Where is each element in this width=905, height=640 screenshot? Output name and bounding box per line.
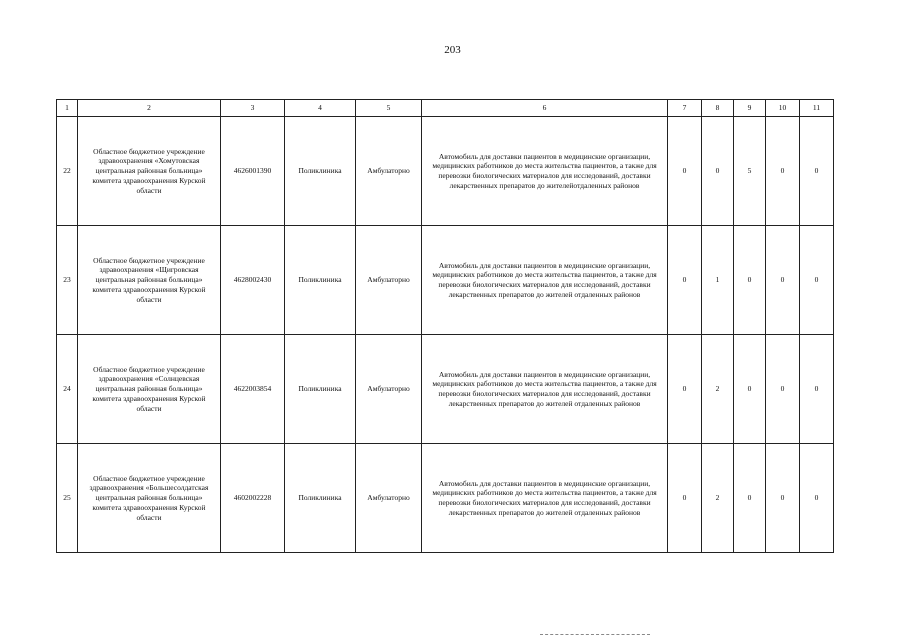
care-mode: Амбулаторно [356, 117, 422, 226]
table-header-row [57, 100, 834, 117]
care-mode: Амбулаторно [356, 335, 422, 444]
institution-name: Областное бюджетное учреждение здравоохранения «Хомутовская центральная районная больница» комитета здравоохранения Курской области [78, 117, 221, 226]
row-number: 22 [57, 117, 78, 226]
vehicle-description: Автомобиль для доставки пациентов в медицинские организации, медицинских работников до места жительства пациентов, а также для перевозки биологических материалов для исследований, доставки лекарственных препаратов до жителей отдаленных районов [422, 335, 668, 444]
unit-type: Поликлиника [285, 335, 356, 444]
vehicle-description: Автомобиль для доставки пациентов в медицинские организации, медицинских работников до места жительства пациентов, а также для перевозки биологических материалов для исследований, доставки лекарственных препаратов до жителейотдаленных районов [422, 117, 668, 226]
page-number: 203 [444, 44, 461, 56]
value-col-7: 0 [668, 226, 702, 335]
institution-name: Областное бюджетное учреждение здравоохранения «Солнцевская центральная районная больница» комитета здравоохранения Курской области [78, 335, 221, 444]
value-col-11: 0 [800, 226, 834, 335]
value-col-10: 0 [766, 335, 800, 444]
care-mode: Амбулаторно [356, 444, 422, 553]
column-header: 6 [422, 100, 668, 117]
value-col-8: 1 [702, 226, 734, 335]
unit-type: Поликлиника [285, 444, 356, 553]
column-header: 10 [766, 100, 800, 117]
value-col-7: 0 [668, 444, 702, 553]
institution-code: 4602002228 [221, 444, 285, 553]
column-header: 4 [285, 100, 356, 117]
registry-table [56, 99, 834, 553]
value-col-11: 0 [800, 335, 834, 444]
institution-name: Областное бюджетное учреждение здравоохранения «Большесолдатская центральная районная больница» комитета здравоохранения Курской области [78, 444, 221, 553]
unit-type: Поликлиника [285, 117, 356, 226]
value-col-11: 0 [800, 117, 834, 226]
care-mode: Амбулаторно [356, 226, 422, 335]
table-row [57, 117, 834, 226]
institution-name: Областное бюджетное учреждение здравоохранения «Щигровская центральная районная больница» комитета здравоохранения Курской области [78, 226, 221, 335]
column-header: 3 [221, 100, 285, 117]
value-col-11: 0 [800, 444, 834, 553]
value-col-10: 0 [766, 444, 800, 553]
unit-type: Поликлиника [285, 226, 356, 335]
row-number: 25 [57, 444, 78, 553]
value-col-9: 5 [734, 117, 766, 226]
column-header: 8 [702, 100, 734, 117]
column-header: 9 [734, 100, 766, 117]
table-row [57, 226, 834, 335]
institution-code: 4628002430 [221, 226, 285, 335]
page-bottom-divider [540, 634, 650, 636]
vehicle-description: Автомобиль для доставки пациентов в медицинские организации, медицинских работников до места жительства пациентов, а также для перевозки биологических материалов для исследований, доставки лекарственных препаратов до жителей отдаленных районов [422, 444, 668, 553]
table-row [57, 335, 834, 444]
value-col-8: 0 [702, 117, 734, 226]
row-number: 24 [57, 335, 78, 444]
table-row [57, 444, 834, 553]
column-header: 7 [668, 100, 702, 117]
value-col-8: 2 [702, 335, 734, 444]
column-header: 5 [356, 100, 422, 117]
value-col-10: 0 [766, 226, 800, 335]
value-col-9: 0 [734, 444, 766, 553]
vehicle-description: Автомобиль для доставки пациентов в медицинские организации, медицинских работников до места жительства пациентов, а также для перевозки биологических материалов для исследований, доставки лекарственных препаратов до жителей отдаленных районов [422, 226, 668, 335]
column-header: 11 [800, 100, 834, 117]
value-col-7: 0 [668, 335, 702, 444]
column-header: 1 [57, 100, 78, 117]
value-col-8: 2 [702, 444, 734, 553]
column-header: 2 [78, 100, 221, 117]
value-col-9: 0 [734, 335, 766, 444]
value-col-7: 0 [668, 117, 702, 226]
institution-code: 4626001390 [221, 117, 285, 226]
value-col-9: 0 [734, 226, 766, 335]
institution-code: 4622003854 [221, 335, 285, 444]
value-col-10: 0 [766, 117, 800, 226]
row-number: 23 [57, 226, 78, 335]
